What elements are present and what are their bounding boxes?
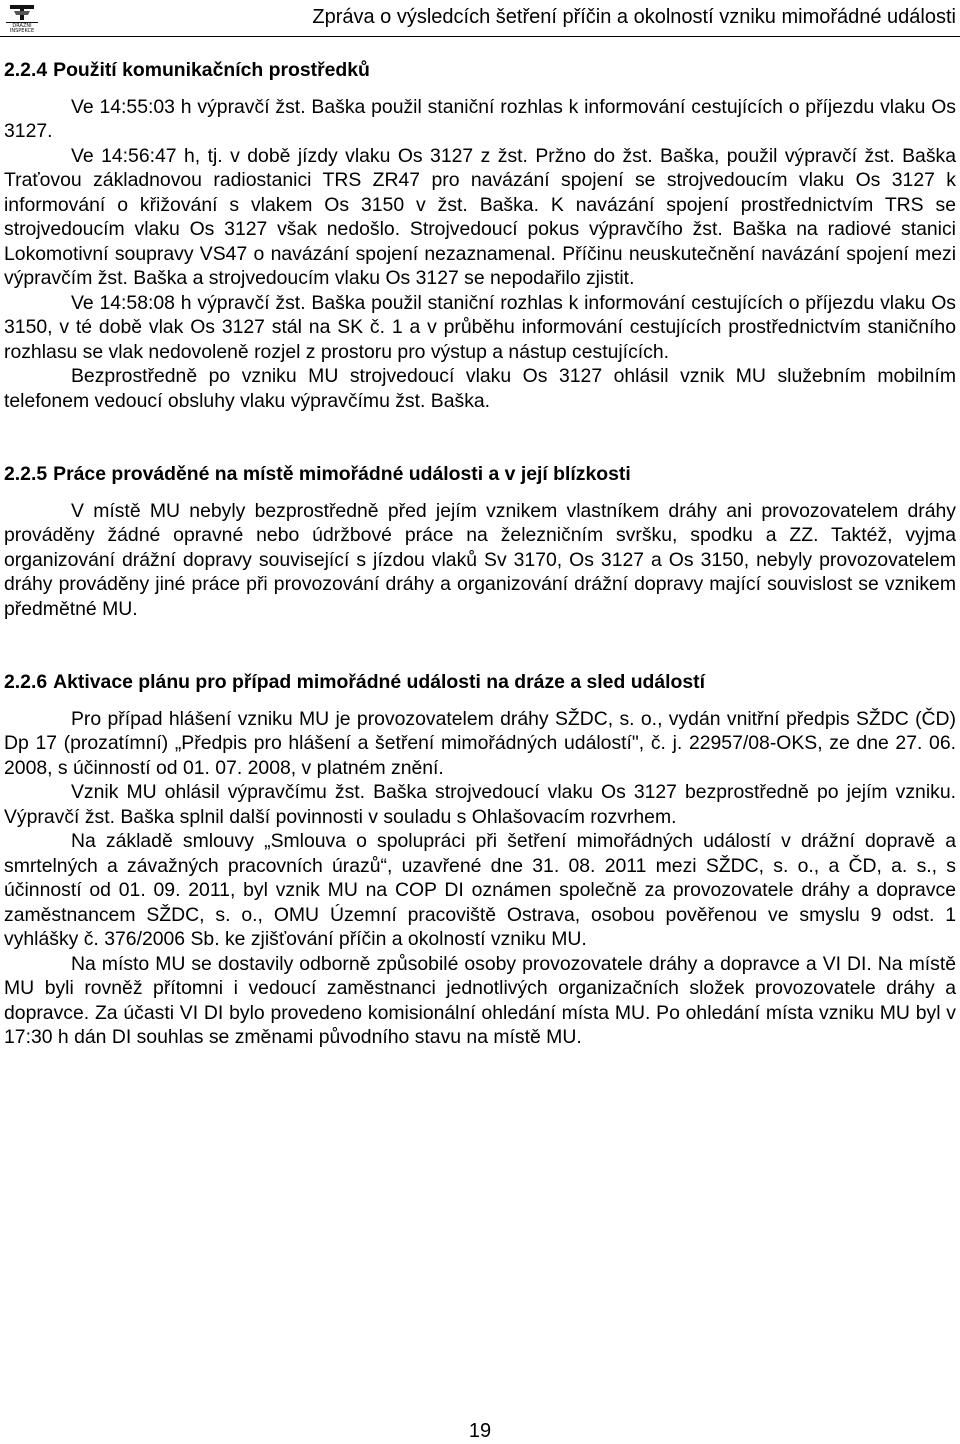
paragraph: Ve 14:58:08 h výpravčí žst. Baška použil staniční rozhlas k informování cestujících o příjezdu vlaku Os 3150, v té době vlak Os 3127 stál na SK č. 1 a v průběhu informování cestujících prostřednictvím staničního rozhlasu se vlak nedovoleně rozjel z prostoru pro výstup a nástup cestujících. (4, 291, 956, 363)
paragraph: Pro případ hlášení vzniku MU je provozovatelem dráhy SŽDC, s. o., vydán vnitřní předpis SŽDC (ČD) Dp 17 (prozatímní) „Předpis pro hlášení a šetření mimořádných událostí", č. j. 22957/08-OKS, ze dne 27. 06. 2008, s účinností od 01. 07. 2008, v platném znění. (4, 707, 956, 779)
paragraph: V místě MU nebyly bezprostředně před jejím vznikem vlastníkem dráhy ani provozovatelem dráhy prováděny žádné opravné nebo údržbové práce na železničním svršku, spodku a ZZ. Taktéž, vyjma organizování drážní dopravy související s jízdou vlaků Sv 3170, Os 3127 a Os 3150, nebyly provozovatelem dráhy prováděny jiné práce při provozování dráhy a organizování drážní dopravy mající souvislost se vznikem předmětné MU. (4, 499, 956, 620)
section-heading-2-2-4: 2.2.4 Použití komunikačních prostředků (4, 59, 370, 81)
paragraph: Na základě smlouvy „Smlouva o spolupráci při šetření mimořádných událostí v drážní dopravě a smrtelných a závažných pracovních úrazů“, uzavřené dne 31. 08. 2011 mezi SŽDC, s. o., a ČD, a. s., s účinností od 01. 09. 2011, byl vznik MU na COP DI oznámen společně za provozovatele dráhy a dopravce zaměstnancem SŽDC, s. o., OMU Územní pracoviště Ostrava, osobou pověřenou ve smyslu 9 odst. 1 vyhlášky č. 376/2006 Sb. ke zjišťování příčin a okolností vzniku MU. (4, 830, 956, 950)
document-body (4, 58, 956, 1050)
drazni-inspekce-logo (4, 2, 40, 32)
section-heading-2-2-6: 2.2.6 Aktivace plánu pro případ mimořádné události na dráze a sled událostí (4, 671, 706, 693)
paragraph: Ve 14:56:47 h, tj. v době jízdy vlaku Os 3127 z žst. Pržno do žst. Baška, použil výpravčí žst. Baška Traťovou základnovou radiostanici TRS ZR47 pro navázání spojení se strojvedoucím vlaku Os 3127 k informování o křižování s vlakem Os 3150 v žst. Baška. K navázání spojení prostřednictvím TRS se strojvedoucím vlaku Os 3127 však nedošlo. Strojvedoucí pokus výpravčího žst. Baška na radiové stanici Lokomotivní soupravy VS47 o navázání spojení nezaznamenal. Příčinu neuskutečnění navázání spojení mezi výpravčím žst. Baška a strojvedoucím vlaku Os 3127 se nepodařilo zjistit. (4, 144, 956, 289)
paragraph: Vznik MU ohlásil výpravčímu žst. Baška strojvedoucí vlaku Os 3127 bezprostředně po jejím vzniku. Výpravčí žst. Baška splnil další povinnosti v souladu s Ohlašovacím rozvrhem. (4, 781, 956, 828)
paragraph: Ve 14:55:03 h výpravčí žst. Baška použil staniční rozhlas k informování cestujících o příjezdu vlaku Os 3127. (4, 95, 956, 142)
svg-text:DRÁŽNÍ: DRÁŽNÍ (12, 23, 32, 29)
paragraph: Bezprostředně po vzniku MU strojvedoucí vlaku Os 3127 ohlásil vznik MU služebním mobilním telefonem vedoucí obsluhy vlaku výpravčímu žst. Baška. (4, 365, 956, 412)
page-number: 19 (468, 1420, 492, 1442)
paragraph: Na místo MU se dostavily odborně způsobilé osoby provozovatele dráhy a dopravce a VI DI. Na místě MU byli rovněž přítomni i vedoucí zaměstnanci jednotlivých organizačních složek provozovatele dráhy a dopravce. Za účasti VI DI bylo provedeno komisionální ohledání místa MU. Po ohledání místa vzniku MU byl v 17:30 h dán DI souhlas se změnami původního stavu na místě MU. (4, 952, 956, 1048)
section-heading-2-2-5: 2.2.5 Práce prováděné na místě mimořádné události a v její blízkosti (4, 463, 631, 485)
header-title: Zpráva o výsledcích šetření příčin a okolností vzniku mimořádné události (312, 6, 956, 28)
page-header (0, 0, 960, 37)
svg-text:INSPEKCE: INSPEKCE (9, 28, 35, 32)
